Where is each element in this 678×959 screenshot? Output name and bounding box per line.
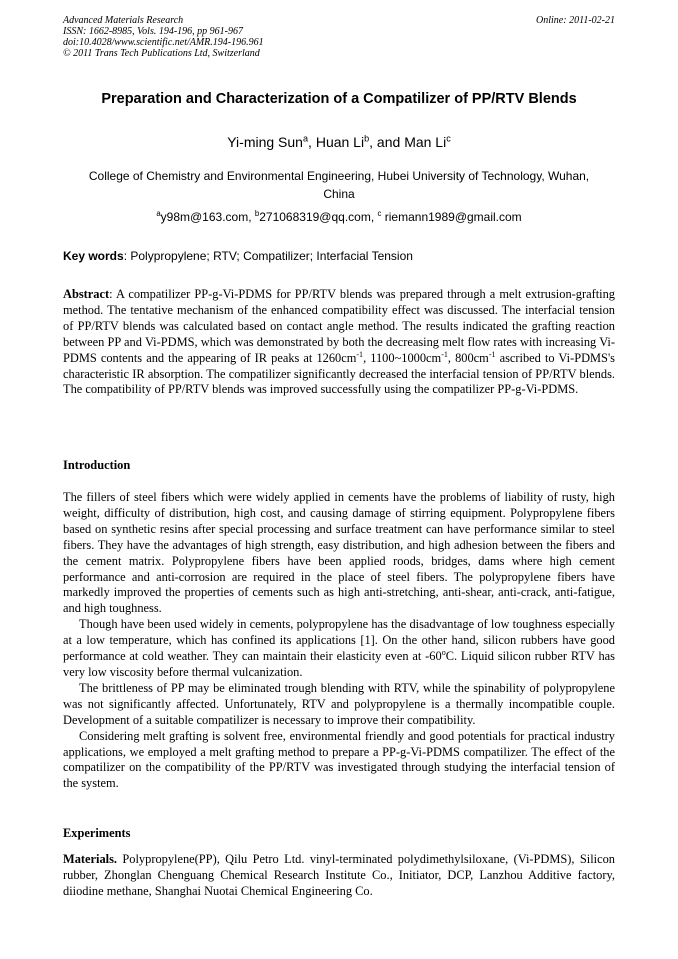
abstract [63,287,615,398]
doi-line: doi:10.4028/www.scientific.net/AMR.194-196.961 [63,37,264,48]
issn-line: ISSN: 1662-8985, Vols. 194-196, pp 961-967 [63,26,243,37]
author-separator: , [308,134,316,150]
affiliation-line: College of Chemistry and Environmental Engineering, Hubei University of Technology, Wuhan, [88,169,590,183]
affiliation [63,167,615,203]
email-list: $^a$y98m@163.com, $^b$271068319@qq.com, $^c$ riemann1989@gmail.com [156,209,522,224]
abstract-text: ascribed to Vi-PDMS's characteristic IR absorption. The compatilizer significantly decreased the interfacial tension of PP/RTV blends. The compatibility of PP/RTV blends was improved successfully using the compatilizer PP-g-Vi-PDMS. [63,350,616,397]
superscript: -1 [488,349,496,359]
author-name: Yi-ming Sun [227,134,303,150]
paragraph-text: Though have been used widely in cements, polypropylene has the disadvantage of low toughness especially at a low temperature, which has confined its applications [1]. On the other hand, silicon rubbers have good performance at cold weather. They can maintain their elasticity even at -60 [63,617,615,664]
materials-text: Polypropylene(PP), Qilu Petro Ltd. vinyl-terminated polydimethylsiloxane, (Vi-PDMS), Silicon rubber, Zhonglan Chenguang Chemical Research Institute Co., Initiator, DCP, Lanzhou Additive factory, diiodine methane, Shanghai Nuotai Chemical Engineering Co. [63,852,615,898]
author-list [63,133,615,151]
author-mark: b [364,133,370,144]
paragraph [63,617,615,681]
abstract-text: , 800cm [447,350,489,365]
materials-label: Materials. [63,852,118,866]
paragraph: Considering melt grafting is solvent free, environmental friendly and good potentials for practical industry applications, we employed a melt grafting method to prepare a PP-g-Vi-PDMS compatilizer. The effect of the compatilizer on the compatibility of the PP/RTV was investigated through studying the interfacial tension of the system. [63,728,615,791]
paper-title: Preparation and Characterization of a Compatilizer of PP/RTV Blends [101,91,577,107]
superscript: o [441,647,446,657]
author-separator: , and [369,134,405,150]
author-name: Man Li [404,134,447,150]
paragraph-text: C. Liquid silicon rubber RTV has very low viscosity before thermal vulcanization. [63,649,615,679]
email-address[interactable]: 271068319@qq.com [259,210,371,224]
author-mark: a [302,133,309,144]
materials-paragraph [63,852,615,900]
abstract-label: Abstract [63,287,110,301]
email-mark: a [156,209,161,218]
email-mark: c [377,209,382,218]
keywords [63,248,615,264]
email-address[interactable]: y98m@163.com [160,210,249,224]
journal-name: Advanced Materials Research [63,15,184,26]
keywords-text: : Polypropylene; RTV; Compatilizer; Interfacial Tension [123,249,413,263]
introduction-body [63,490,615,792]
author-mark: c [446,133,451,144]
journal-header [63,15,615,59]
section-heading-introduction: Introduction [63,458,131,472]
online-date: Online: 2011-02-21 [536,15,615,26]
copyright-line: © 2011 Trans Tech Publications Ltd, Switzerland [63,48,260,59]
paragraph: The brittleness of PP may be eliminated trough blending with RTV, while the spinability of polypropylene was not significantly affected. Unfortunately, RTV and polypropylene is a thermally incompatible couple. Development of a suitable compatilizer is necessary to improve their compatibility. [63,680,615,727]
abstract-text: : A compatilizer PP-g-Vi-PDMS for PP/RTV blends was prepared through a melt extrusion-grafting method. The tentative mechanism of the enhanced compatibility effect was discussed. The interfacial tension of PP/RTV blends was calculated based on contact angle method. The results indicated the grafting reaction between PP and Vi-PDMS, which was demonstrated by both the decreasing melt flow rates with increasing Vi-PDMS contents and the appearing of IR peaks at 1260cm [63,287,615,365]
abstract-text: , 1100~1000cm [363,350,442,365]
email-mark: b [254,209,260,218]
keywords-label: Key words [63,249,124,263]
paragraph: The fillers of steel fibers which were widely applied in cements have the problems of liability of rusty, high weight, difficulty of distribution, high cost, and causing damage of stirring equipment. Polypropylene fibers based on synthetic resins after special processing and surface treatment can have performance similar to steel fibers. They have the advantages of high strength, easy distribution, and high adhesion between the fibers and the cement matrix. Polypropylene fibers have been applied roods, bridges, dams where high cement performance and anti-corrosion are required in the place of steel fibers. The polypropylene fibers have markedly improved the properties of cements such as high anti-stretching, anti-shear, anti-crack, anti-fatigue, and high toughness. [63,490,615,616]
affiliation-line: China [323,187,355,201]
superscript: -1 [441,349,448,359]
superscript: -1 [356,349,364,359]
section-heading-experiments: Experiments [63,826,131,840]
email-address[interactable]: riemann1989@gmail.com [384,210,522,224]
author-name: Huan Li [315,134,365,150]
